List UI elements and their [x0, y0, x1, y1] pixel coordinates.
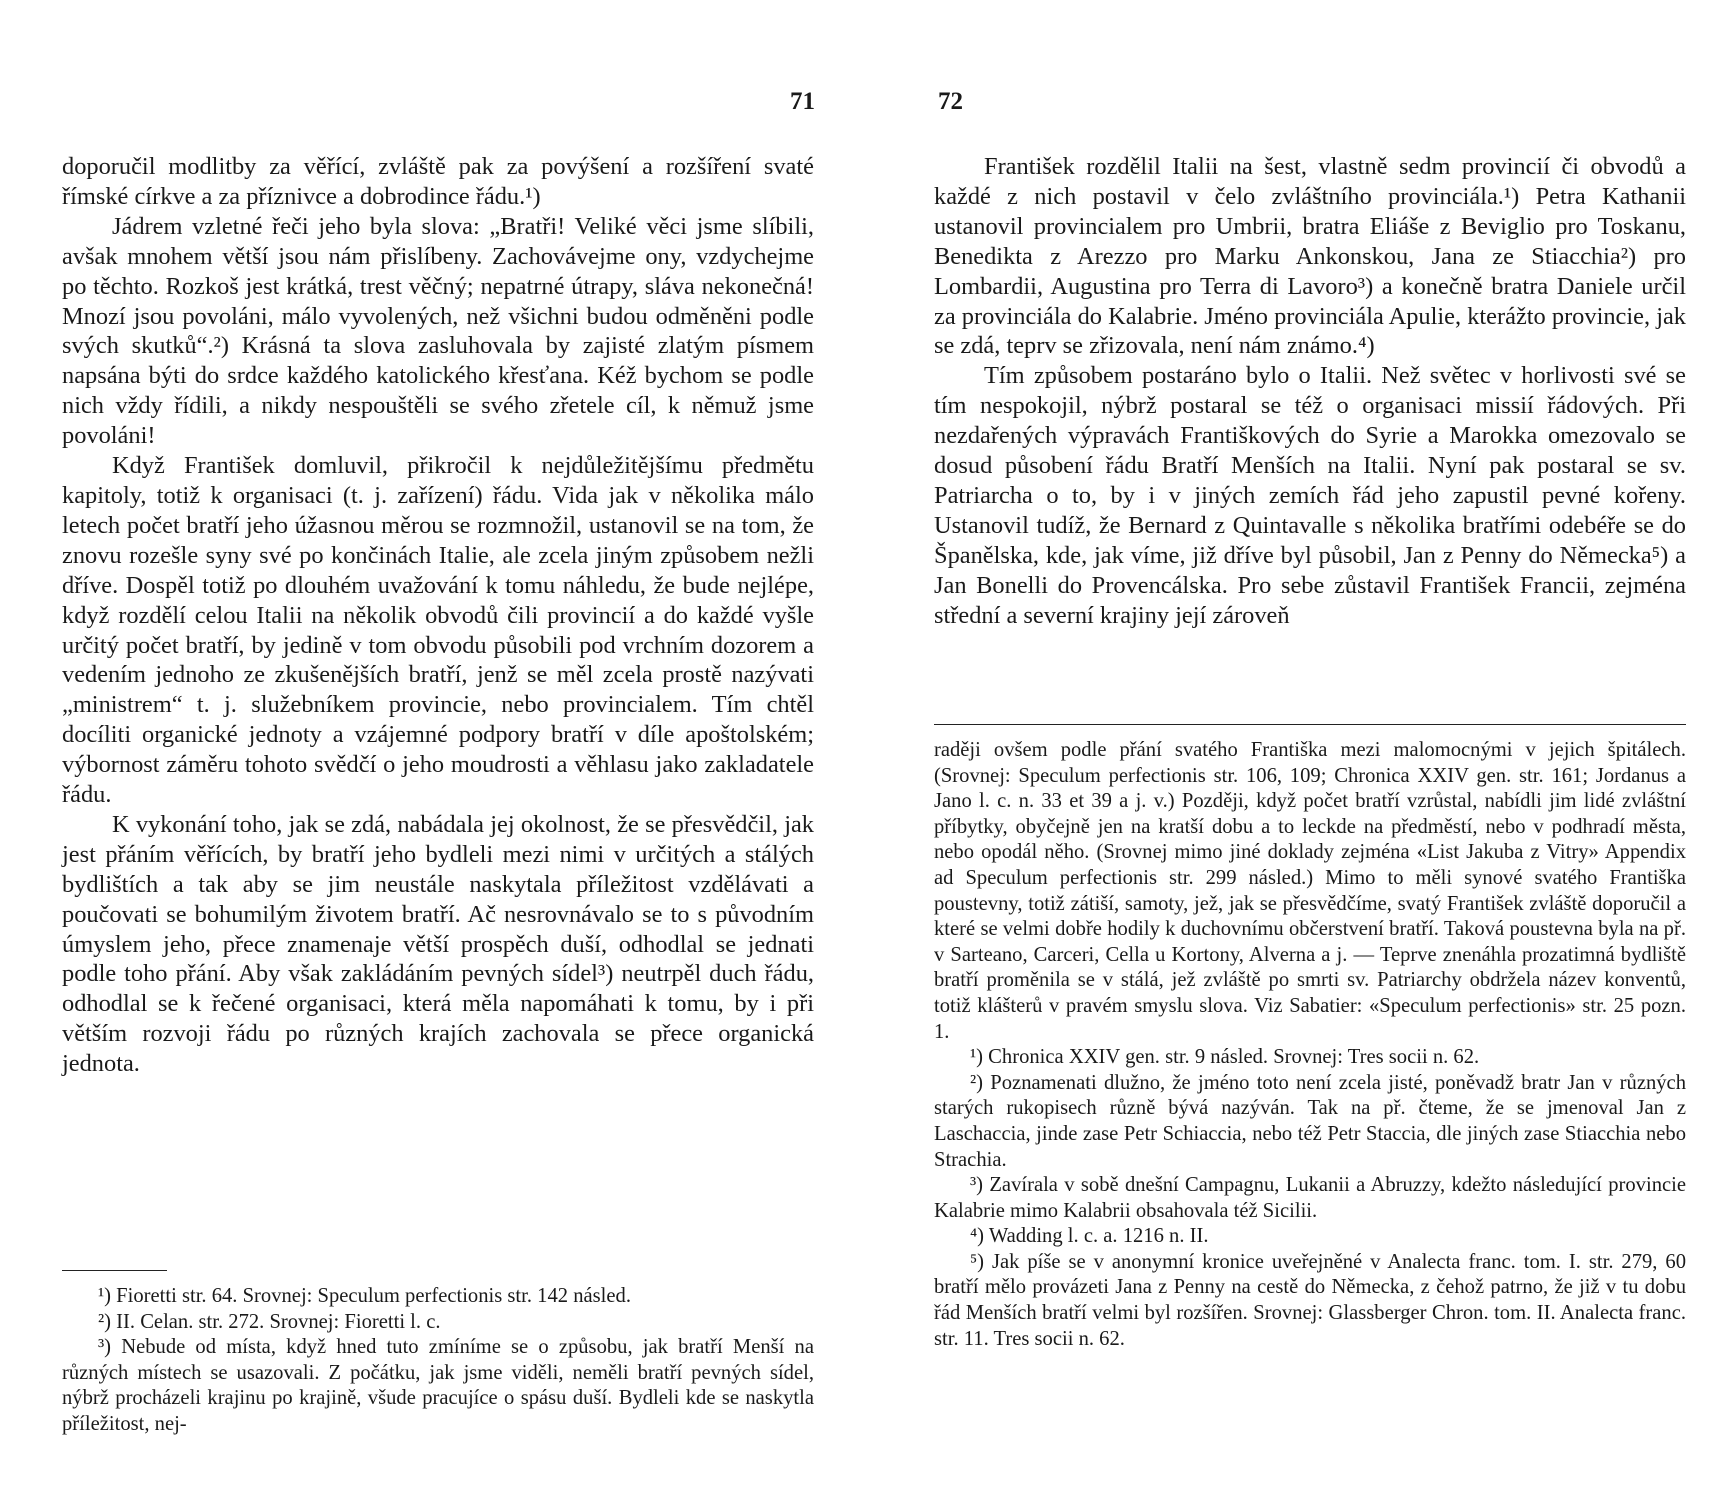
footnote-continuation: raději ovšem podle přání svatého Františka mezi malomocnými v jejich špitálech. (Srovnej: Speculum perfectionis str. 106, 109; Chronica XXIV gen. str. 161; Jordanus a Jano l. c. n. 33 et 39 a j. v.) Později, když počet bratří vzrůstal, nabídli jim lidé zvláštní příbytky, obyčejně jen na kratší dobu a to leckde na předměstí, nebo v podhradí města, nebo opodál něho. (Srovnej mimo jiné doklady zejména «List Jakuba z Vitry» Appendix ad Speculum perfectionis str. 299 násled.) Mimo to měli synové svatého Františka poustevny, totiž zátiší, samoty, jež, jak se přesvědčíme, svatý František zvláště doporučil a které se velmi dobře hodily k duchovnímu občerstvení bratří. Taková poustevna byla na př. v Sarteano, Carceri, Cella u Kortony, Alverna a j. — Teprve znenáhla prozatimná bydliště bratří proměnila se v stálá, jež zvláště po smrti sv. Patriarchy obdržela název konventů, totiž klášterů v pravém smyslu slova. Viz Sabatier: «Speculum perfectionis» str. 25 pozn. 1. — [934, 739, 1686, 1043]
main-text — [934, 152, 1686, 631]
paragraph: Jádrem vzletné řeči jeho byla slova: „Bratři! Veliké věci jsme slíbili, avšak mnohem větší jsou nám přislíbeny. Zachovávejme ony, vzdychejme po těchto. Rozkoš jest krátká, trest věčný; nepatrné útrapy, sláva nekonečná! Mnozí jsou povoláni, málo vyvolených, než všichni budou odměněni podle svých skutků“.²) Krásná ta slova zasluhovala by zajisté zlatým písmem napsána býti do srdce každého katolického křesťana. Kéž bychom se podle nich vždy řídili, a nikdy nespouštěli se svého zřetele cíl, k němuž jsme povoláni! — [62, 212, 814, 450]
footnote-rule — [62, 1270, 167, 1271]
footnote: ²) Poznamenati dlužno, že jméno toto není zcela jisté, poněvadž bratr Jan v různých starých rukopisech různě bývá nazýván. Tak na př. čteme, že se jmenoval Jan z Laschaccia, jinde zase Petr Schiaccia, nebo též Petr Staccia, dle jiných zase Stiacchia nebo Strachia. — [934, 1071, 1686, 1171]
footnote: ⁴) Wadding l. c. a. 1216 n. II. — [970, 1225, 1209, 1248]
footnote: ²) II. Celan. str. 272. Srovnej: Fioretti l. c. — [98, 1310, 441, 1333]
main-text — [62, 152, 814, 1079]
paragraph: Když František domluvil, přikročil k nejdůležitějšímu předmětu kapitoly, totiž k organisaci (t. j. zařízení) řádu. Vida jak v několika málo letech počet bratří jeho úžasnou měrou se rozmnožil, ustanovil se na tom, že znovu rozešle syny své po končinách Italie, ale zcela jiným způsobem nežli dříve. Dospěl totiž po dlouhém uvažování k tomu náhledu, že bude nejlépe, když rozdělí celou Italii na několik obvodů čili provincií a do každé vyšle určitý počet bratří, by jedině v tom obvodu působili pod vrchním dozorem a vedením jednoho ze zkušenějších bratří, jenž se měl zcela prostě nazývati „ministrem“ t. j. služebníkem provincie, nebo provincialem. Tím chtěl docíliti organické jednoty a vzájemné podpory bratří v díle apoštolském; výbornost záměru tohoto svědčí o jeho moudrosti a věhlasu jako zakladatele řádu. — [62, 452, 814, 809]
paragraph: Tím způsobem postaráno bylo o Italii. Než světec v horlivosti své se tím nespokojil, nýbrž postaral se též o organisaci missií řádových. Při nezdařených výpravách Františkových do Syrie a Marokka omezovalo se dosud působení řádu Bratří Menších na Italii. Nyní pak postaral se sv. Patriarcha o to, by i v jiných zemích řád jeho zapustil pevné kořeny. Ustanovil tudíž, že Bernard z Quintavalle s několika bratřími odebéře se do Španělska, kde, jak víme, již dříve byl působil, Jan z Penny do Německa⁵) a Jan Bonelli do Provencálska. Pro sebe zůstavil František Francii, zejména střední a severní krajiny její zároveň — [934, 362, 1686, 629]
footnote: ¹) Chronica XXIV gen. str. 9 násled. Srovnej: Tres socii n. 62. — [970, 1046, 1480, 1069]
right-page — [868, 0, 1736, 1500]
footnote-rule — [934, 724, 1686, 725]
paragraph: František rozdělil Italii na šest, vlastně sedm provincií či obvodů a každé z nich postavil v čelo zvláštního provinciála.¹) Petra Kathanii ustanovil provincialem pro Umbrii, bratra Eliáše z Beviglio pro Toskanu, Benedikta z Arezzo pro Marku Ankonskou, Jana ze Stiacchia²) pro Lombardii, Augustina pro Terra di Lavoro³) a konečně bratra Daniele určil za provinciála do Kalabrie. Jméno provinciála Apulie, kterážto provincie, jak se zdá, teprv se zřizovala, není nám známo.⁴) — [934, 153, 1686, 360]
page-number: 72 — [938, 88, 963, 115]
footnote: ⁵) Jak píše se v anonymní kronice uveřejněné v Analecta franc. tom. I. str. 279, 60 bratří mělo provázeti Jana z Penny na cestě do Německa, z čehož patrno, že již v tu dobu řád Menších bratří velmi byl rozšířen. Srovnej: Glassberger Chron. tom. II. Analecta franc. str. 11. Tres socii n. 62. — [934, 1250, 1686, 1350]
footnotes — [62, 1284, 814, 1438]
footnote: ¹) Fioretti str. 64. Srovnej: Speculum perfectionis str. 142 násled. — [98, 1285, 631, 1307]
footnote: ³) Nebude od místa, když hned tuto zmíníme se o způsobu, jak bratří Menší na různých místech se usazovali. Z počátku, jak jsme viděli, neměli bratří pevných sídel, nýbrž procházeli krajinu po krajině, všude pracujíce o spásu duší. Bydleli kde se naskytla příležitost, nej- — [62, 1336, 814, 1435]
page-number: 71 — [790, 88, 815, 115]
paragraph: K vykonání toho, jak se zdá, nabádala jej okolnost, že se přesvědčil, jak jest přáním věřících, by bratří jeho bydleli mezi nimi v určitých a stálých bydlištích a tak aby se jim neustále naskytala příležitost vzdělávati a poučovati se bohumilým životem bratří. Ač nesrovnávalo se to s původním úmyslem jeho, přece znamenaje větší prospěch duší, odhodlal se jednati podle toho přání. Aby však zakládáním pevných sídel³) neutrpěl duch řádu, odhodlal se k řečené organisaci, která měla napomáhati k tomu, by i při větším rozvoji řádu po různých krajích zachovala se přece organická jednota. — [62, 810, 814, 1078]
footnote: ³) Zavírala v sobě dnešní Campagnu, Lukanii a Abruzzy, kdežto následující provincie Kalabrie mimo Kalabrii obsahovala též Sicilii. — [934, 1174, 1686, 1222]
paragraph: doporučil modlitby za věřící, zvláště pak za povýšení a rozšíření svaté římské církve a za příznivce a dobrodince řádu.¹) — [62, 153, 814, 210]
footnotes — [934, 738, 1686, 1352]
